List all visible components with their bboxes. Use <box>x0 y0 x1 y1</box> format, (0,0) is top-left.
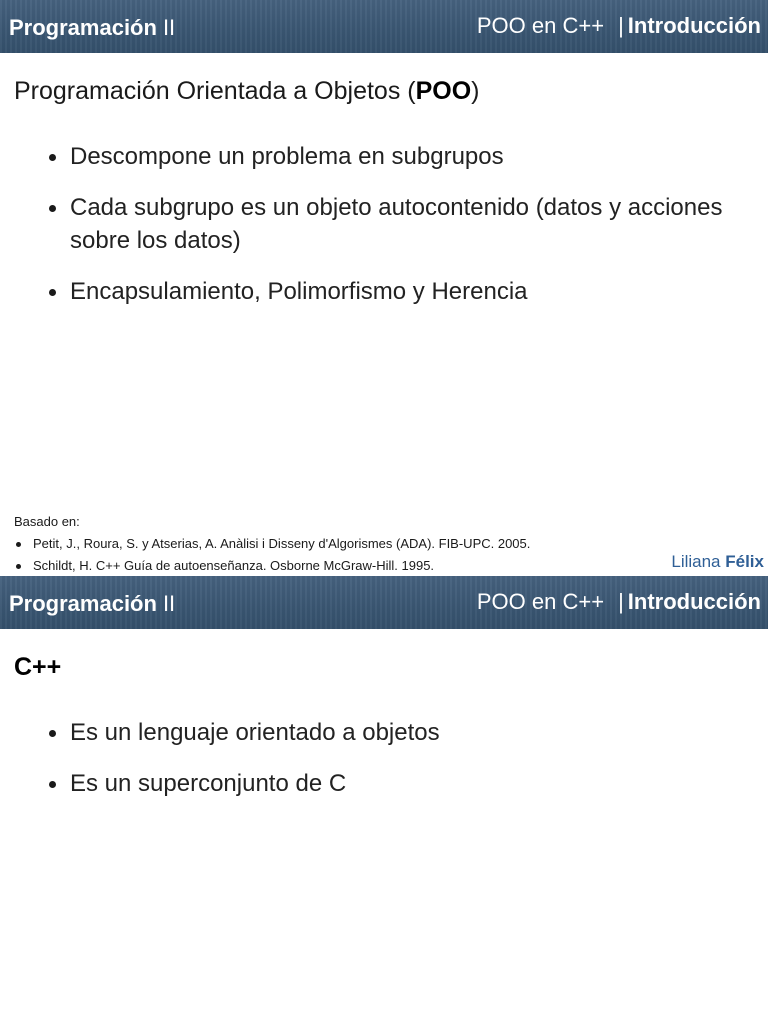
reference-item <box>14 555 530 576</box>
reference-text: Petit, J., Roura, S. y Atserias, A. Anàlisi i Disseny d'Algorismes (ADA). FIB-UPC. 2005. <box>33 536 531 551</box>
bullet-dot-icon <box>49 289 56 296</box>
course-name: Programación <box>9 15 157 40</box>
header-breadcrumb <box>477 12 761 40</box>
slide-title <box>14 652 61 682</box>
bullet-dot-icon <box>49 154 56 161</box>
title-emphasis: POO <box>415 77 472 105</box>
bullet-dot-icon <box>49 781 56 788</box>
author-first-name: Liliana <box>671 552 721 571</box>
course-roman: II <box>162 591 176 616</box>
topic-label: POO en C++ <box>476 589 605 614</box>
bullet-dot-icon <box>49 730 56 737</box>
title-text: C++ <box>14 653 62 681</box>
bullet-list <box>47 716 727 818</box>
breadcrumb-separator: | <box>618 13 624 38</box>
bullet-text: Cada subgrupo es un objeto autocontenido (datos y acciones sobre los datos) <box>70 194 723 254</box>
bullet-text: Es un superconjunto de C <box>70 770 347 797</box>
title-prefix: Programación Orientada a Objetos ( <box>14 77 416 105</box>
author-last-name: Félix <box>725 552 764 571</box>
reference-item <box>14 533 530 555</box>
bullet-dot-icon <box>16 564 21 569</box>
bullet-item <box>47 191 727 257</box>
slide-header <box>0 0 768 53</box>
references <box>14 511 530 576</box>
course-roman: II <box>162 15 176 40</box>
bullet-text: Encapsulamiento, Polimorfismo y Herencia <box>70 278 528 305</box>
bullet-dot-icon <box>49 205 56 212</box>
references-label: Basado en: <box>14 514 80 529</box>
section-label: Introducción <box>627 589 761 614</box>
reference-text: Schildt, H. C++ Guía de autoenseñanza. Osborne McGraw-Hill. 1995. <box>33 558 435 573</box>
breadcrumb-separator: | <box>618 589 624 614</box>
bullet-text: Descompone un problema en subgrupos <box>70 143 504 170</box>
bullet-list <box>47 140 727 326</box>
course-title <box>9 14 175 42</box>
references-list <box>14 533 530 576</box>
header-breadcrumb <box>477 588 761 616</box>
bullet-text: Es un lenguaje orientado a objetos <box>70 719 440 746</box>
course-name: Programación <box>9 591 157 616</box>
bullet-item <box>47 275 727 308</box>
section-label: Introducción <box>627 13 761 38</box>
title-suffix: ) <box>471 77 480 105</box>
slide-2 <box>0 576 768 1024</box>
bullet-item <box>47 140 727 173</box>
slide-header <box>0 576 768 629</box>
bullet-item <box>47 767 727 800</box>
course-title <box>9 590 175 618</box>
slide-title <box>14 76 480 106</box>
bullet-dot-icon <box>16 542 21 547</box>
topic-label: POO en C++ <box>476 13 605 38</box>
author-signature <box>671 551 764 573</box>
bullet-item <box>47 716 727 749</box>
